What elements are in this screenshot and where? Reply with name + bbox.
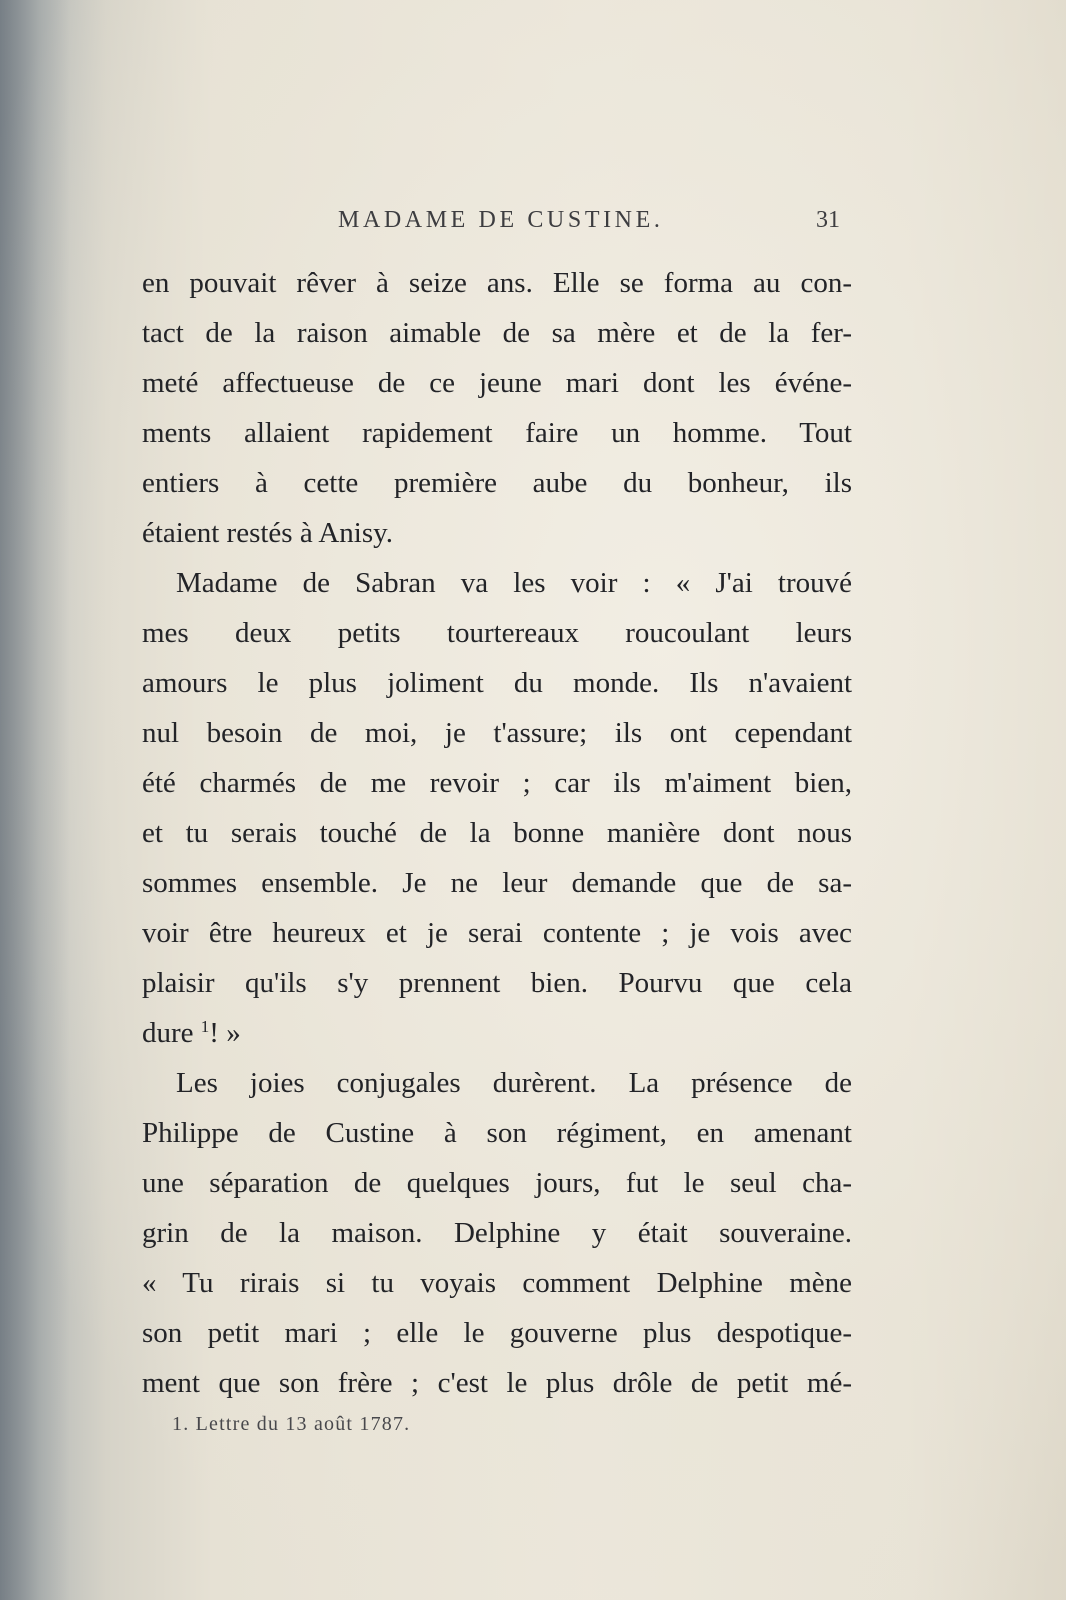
text-line: meté affectueuse de ce jeune mari dont les événe- <box>142 367 852 399</box>
text-line: entiers à cette première aube du bonheur, ils <box>142 467 852 499</box>
text-line: ment que son frère ; c'est le plus drôle de petit mé- <box>142 1367 852 1399</box>
body-text <box>142 258 852 1408</box>
text-line: mes deux petits tourtereaux roucoulant leurs <box>142 617 852 649</box>
page-number: 31 <box>816 207 840 233</box>
text-line: amours le plus joliment du monde. Ils n'avaient <box>142 667 852 699</box>
text-line: nul besoin de moi, je t'assure; ils ont cependant <box>142 717 852 749</box>
text-fragment: ! » <box>209 1017 241 1049</box>
page-header <box>338 207 838 247</box>
text-line: Les joies conjugales durèrent. La présence de <box>176 1067 852 1099</box>
text-line: tact de la raison aimable de sa mère et de la fer- <box>142 317 852 349</box>
text-line: ments allaient rapidement faire un homme. Tout <box>142 417 852 449</box>
footnote: 1. Lettre du 13 août 1787. <box>172 1413 411 1435</box>
text-line: sommes ensemble. Je ne leur demande que de sa- <box>142 867 852 899</box>
text-line: « Tu rirais si tu voyais comment Delphine mène <box>142 1267 852 1299</box>
text-line: Madame de Sabran va les voir : « J'ai trouvé <box>176 567 852 599</box>
text-line: et tu serais touché de la bonne manière dont nous <box>142 817 852 849</box>
text-fragment: dure <box>142 1017 201 1049</box>
text-line <box>142 1008 852 1058</box>
text-line: été charmés de me revoir ; car ils m'aiment bien, <box>142 767 852 799</box>
text-line: une séparation de quelques jours, fut le seul cha- <box>142 1167 852 1199</box>
footnote-reference: 1 <box>200 1017 210 1036</box>
text-line: grin de la maison. Delphine y était souveraine. <box>142 1217 852 1249</box>
text-line: son petit mari ; elle le gouverne plus despotique- <box>142 1317 852 1349</box>
gutter-shadow <box>0 0 70 1600</box>
text-line: étaient restés à Anisy. <box>142 517 393 549</box>
text-line: Philippe de Custine à son régiment, en amenant <box>142 1117 852 1149</box>
text-line: en pouvait rêver à seize ans. Elle se forma au con- <box>142 267 852 299</box>
text-line: voir être heureux et je serai contente ; je vois avec <box>142 917 852 949</box>
running-title: MADAME DE CUSTINE. <box>338 207 664 233</box>
text-line: plaisir qu'ils s'y prennent bien. Pourvu que cela <box>142 967 852 999</box>
